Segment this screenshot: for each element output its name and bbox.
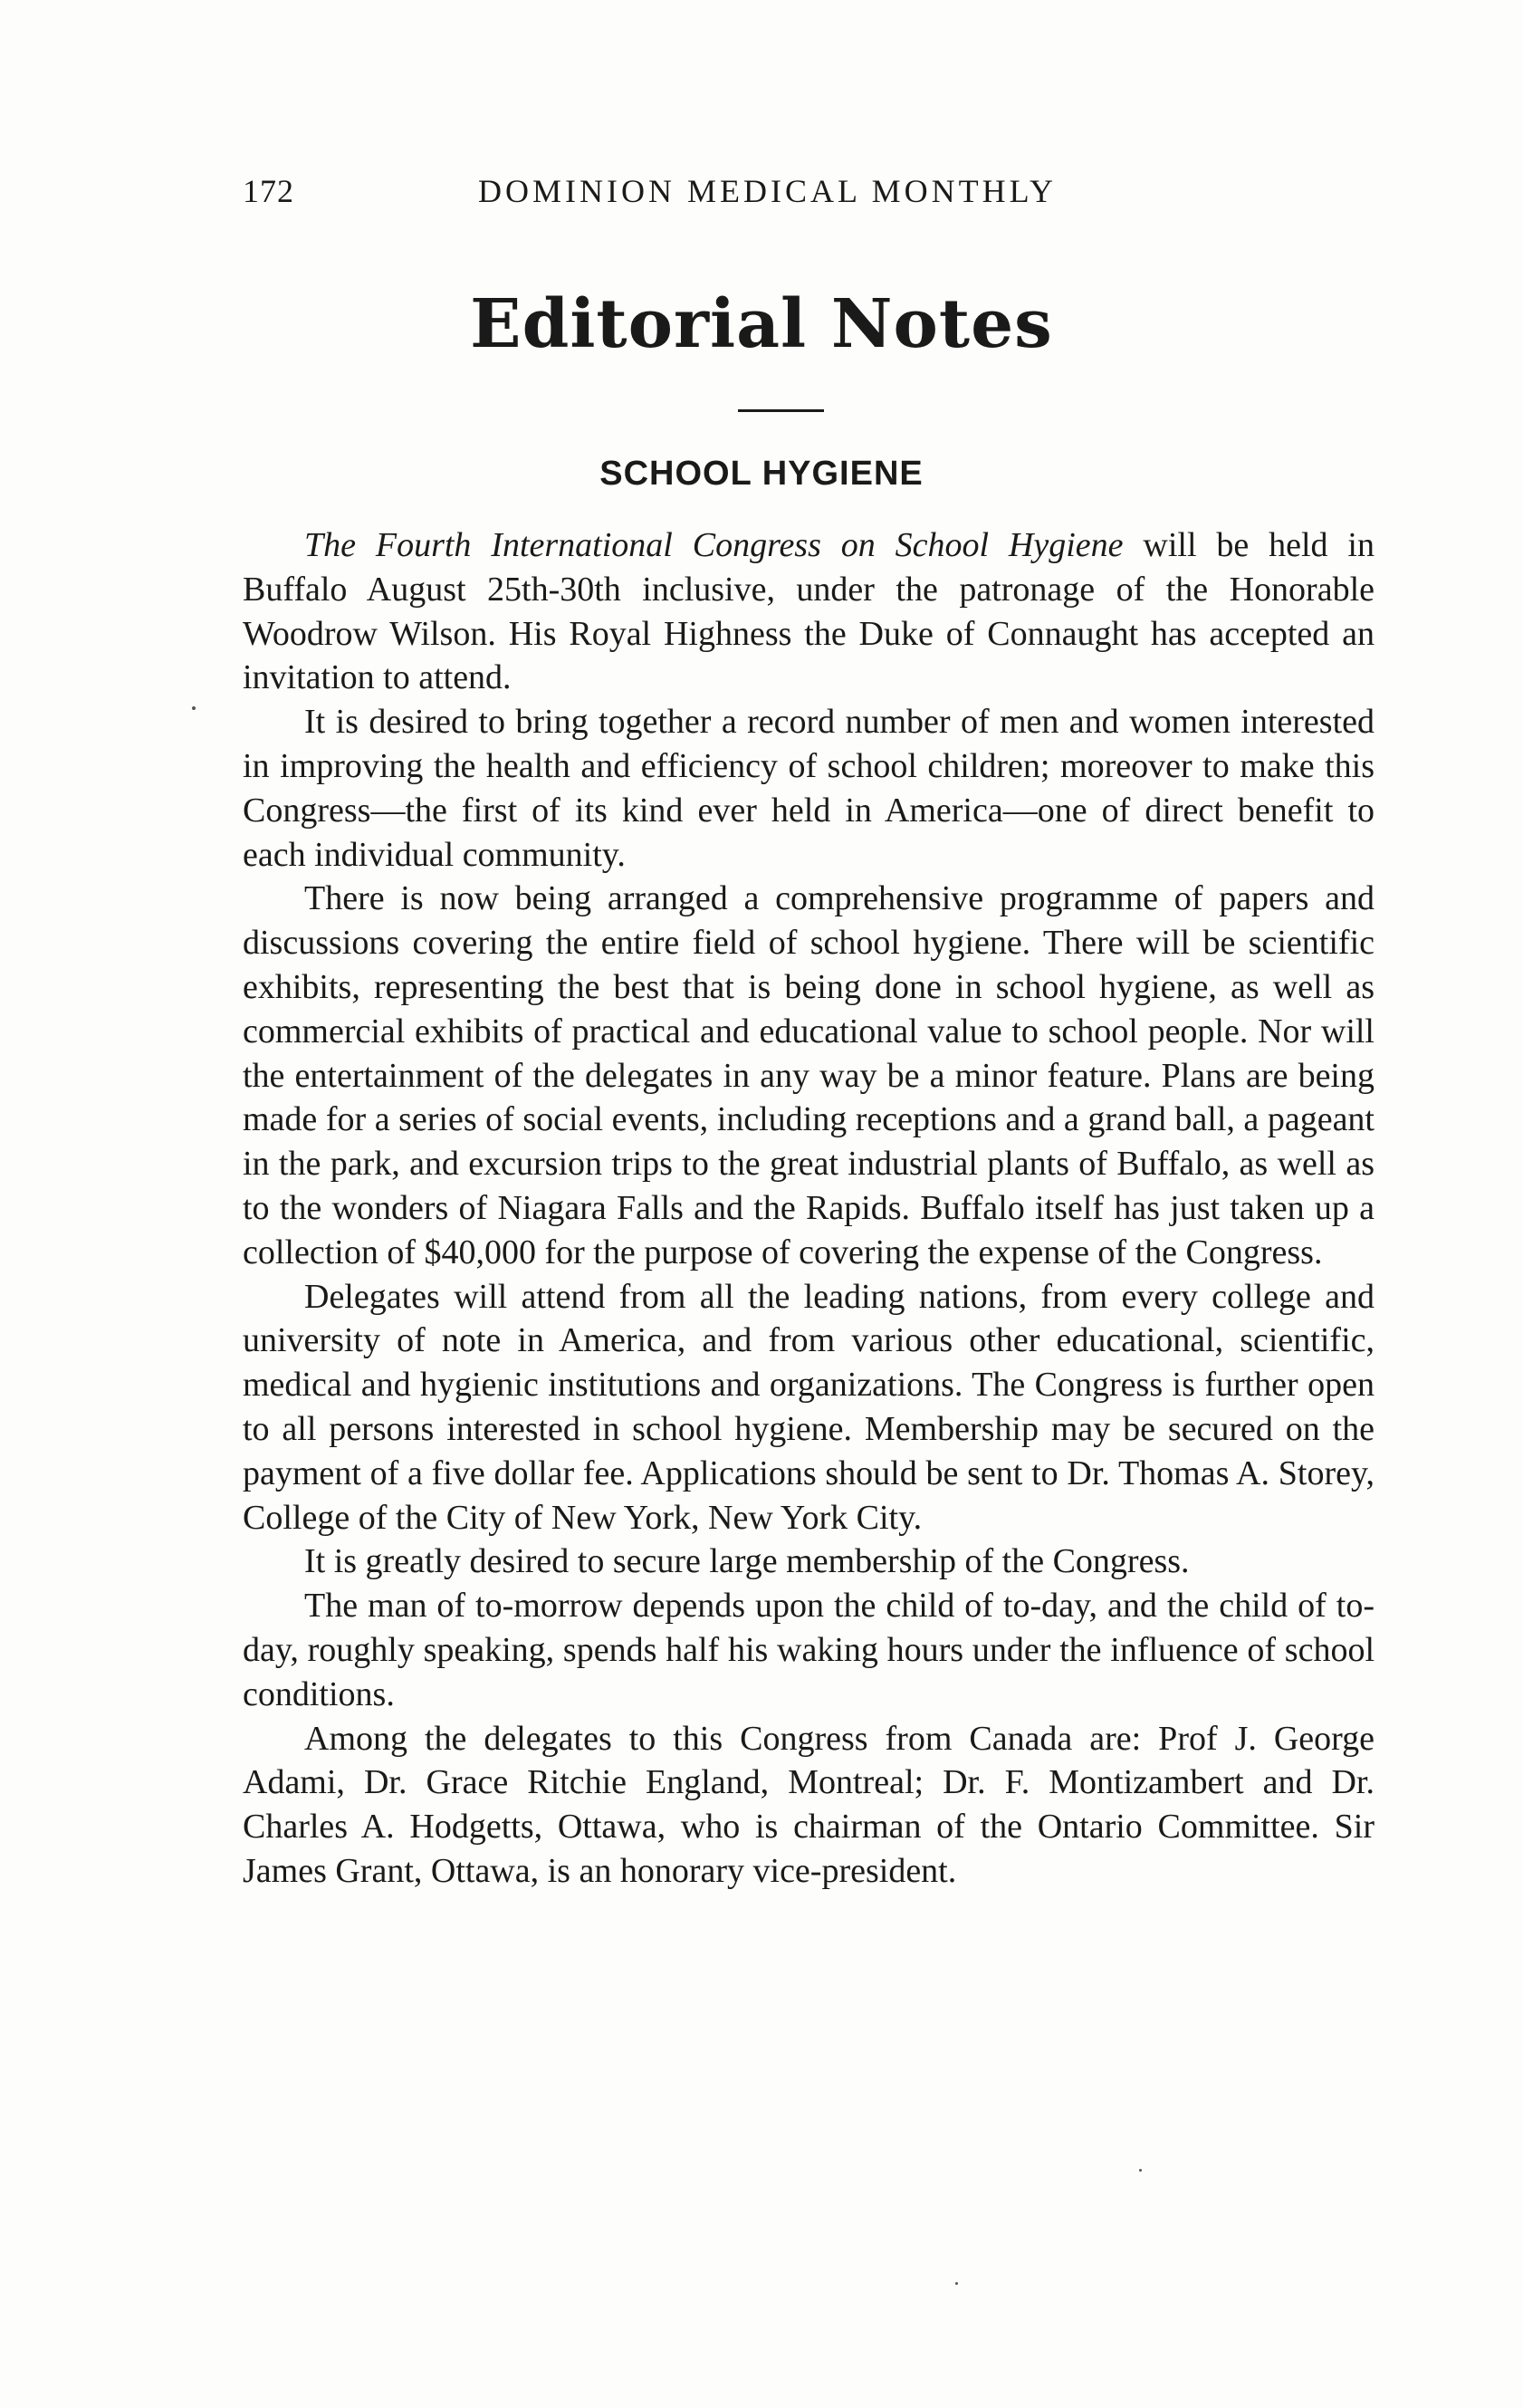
running-head xyxy=(243,172,1375,226)
congress-name: The Fourth International Congress on School Hygiene xyxy=(304,526,1124,564)
section-title: Editorial Notes xyxy=(470,285,1053,363)
article-body xyxy=(243,523,1375,1894)
paragraph-4: Delegates will attend from all the leading nations, from every college and university of note in America, and from various other educational, scientific, medical and hygienic institutions and organizations. The Congress is further open to all persons interested in school hygiene. Membership may be secured on the payment of a five dollar fee. Applications should be sent to Dr. Thomas A. Storey, College of the City of New York, New York City. xyxy=(243,1277,1375,1537)
paragraph-7: Among the delegates to this Congress from Canada are: Prof J. George Adami, Dr. Grace Ritchie England, Montreal; Dr. F. Montizambert and Dr. Charles A. Hodgetts, Ottawa, who is chairman of the Ontario Committee. Sir James Grant, Ottawa, is an honorary vice-president. xyxy=(243,1719,1375,1890)
paragraph-1 xyxy=(243,523,1375,700)
title-divider xyxy=(738,409,824,412)
scan-speck xyxy=(955,2282,958,2285)
journal-title: DOMINION MEDICAL MONTHLY xyxy=(478,173,1058,209)
paragraph-6: The man of to-morrow depends upon the child of to-day, and the child of to-day, roughly speaking, spends half his waking hours under the influence of school conditions. xyxy=(243,1587,1375,1713)
page-number: 172 xyxy=(243,173,294,209)
scan-speck xyxy=(1139,2169,1142,2172)
article-title: SCHOOL HYGIENE xyxy=(599,455,924,493)
paragraph-3: There is now being arranged a comprehensive programme of papers and discussions covering the entire field of school hygiene. There will be scientific exhibits, representing the best that is being done in school hygiene, as well as commercial exhibits of practical and educational value to school people. Nor will the entertainment of the delegates in any way be a minor feature. Plans are being made for a series of social events, including receptions and a grand ball, a pageant in the park, and excursion trips to the great industrial plants of Buffalo, as well as to the wonders of Niagara Falls and the Rapids. Buffalo itself has just taken up a collection of $40,000 for the purpose of covering the expense of the Congress. xyxy=(243,879,1375,1271)
paragraph-2: It is desired to bring together a record number of men and women interested in improving the health and efficiency of school children; moreover to make this Congress—the first of its kind ever held in America—one of direct benefit to each individual community. xyxy=(243,703,1375,874)
paragraph-5: It is greatly desired to secure large membership of the Congress. xyxy=(304,1542,1190,1581)
scan-speck xyxy=(192,706,196,710)
paragraph-1-text: will be held in Buffalo August 25th-30th inclusive, under the patronage of the Honorable Woodrow Wilson. His Royal Highness the Duke of Connaught has accepted an invitation to attend. xyxy=(243,526,1375,697)
